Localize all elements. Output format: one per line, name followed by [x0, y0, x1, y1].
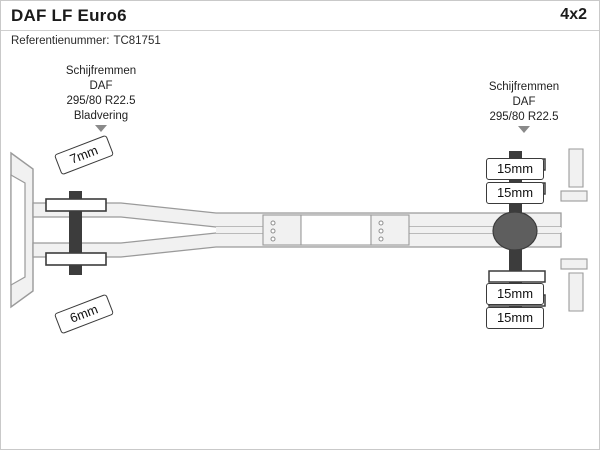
axle-configuration: 4x2	[560, 6, 587, 23]
reference-number	[11, 35, 161, 47]
rear-axle-brand: DAF	[512, 96, 536, 108]
rear-axle-annotation	[449, 80, 599, 133]
front-axle-tyre-size: 295/80 R22.5	[66, 95, 136, 107]
tyre-depth-label-rear-outer-top: 15mm	[486, 158, 544, 180]
front-axle-brand: DAF	[89, 80, 113, 92]
front-bumper-shape	[11, 153, 33, 307]
rear-axle-tyre-size: 295/80 R22.5	[489, 111, 559, 123]
tyre-depth-label-front-left: 7mm	[54, 135, 114, 176]
reference-number-value: TC81751	[113, 35, 161, 47]
rear-axle-brake-type: Schijfremmen	[488, 81, 560, 93]
front-axle	[46, 191, 106, 275]
header-bar	[1, 1, 599, 31]
front-axle-suspension: Bladvering	[73, 110, 129, 122]
tyre-depth-label-rear-inner-bottom: 15mm	[486, 283, 544, 305]
reference-number-label: Referentienummer:	[11, 35, 110, 47]
page-title: DAF LF Euro6	[11, 6, 127, 25]
tyre-depth-label-rear-inner-top: 15mm	[486, 182, 544, 204]
front-axle-brake-type: Schijfremmen	[65, 65, 137, 77]
tyre-depth-label-rear-outer-bottom: 15mm	[486, 307, 544, 329]
tyre-depth-label-front-right: 6mm	[54, 294, 114, 335]
rear-frame-end	[561, 149, 587, 311]
front-axle-annotation	[31, 64, 171, 132]
cross-member-plates	[263, 215, 409, 245]
